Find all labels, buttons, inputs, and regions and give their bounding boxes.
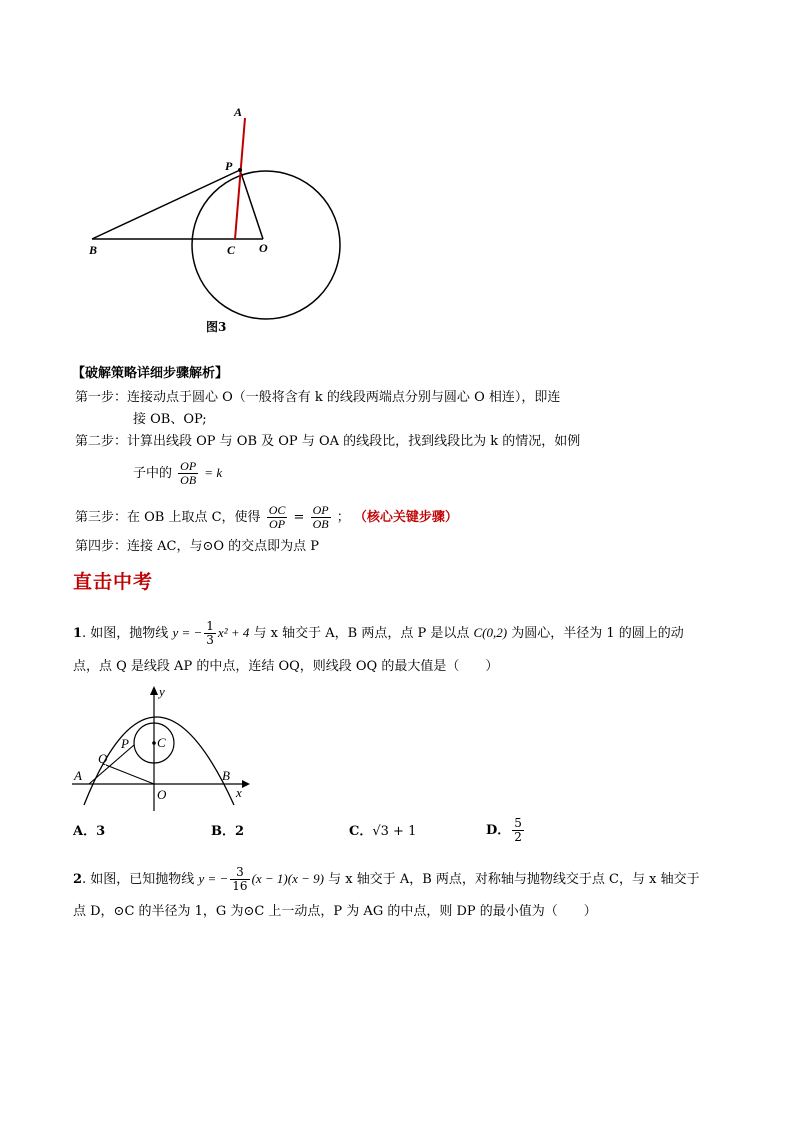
option-d[interactable] bbox=[486, 817, 526, 844]
option-a[interactable] bbox=[73, 823, 105, 841]
q1-fraction: $\frac{1}{3}$ bbox=[206, 619, 214, 647]
option-a-value: 3 bbox=[96, 824, 106, 839]
option-c[interactable] bbox=[349, 823, 416, 841]
option-a-label: A． bbox=[73, 824, 97, 839]
option-d-fraction: $\frac{5}{2}$ bbox=[514, 816, 522, 844]
q1-eq-post: x² + 4 bbox=[217, 625, 250, 640]
figure-3-diagram bbox=[80, 100, 380, 340]
q2-number: 2 bbox=[73, 872, 83, 887]
step2-line1: 第二步：计算出线段 OP 与 OB 及 OP 与 OA 的线段比，找到线段比为 k 的情况，如例 bbox=[75, 434, 581, 449]
option-d-label: D． bbox=[486, 823, 511, 838]
segment-qo bbox=[106, 765, 154, 784]
label-x: x bbox=[236, 785, 242, 800]
step2-text: 子中的 bbox=[133, 466, 173, 481]
fraction-op-ob: $\frac{OP}{OB}$ bbox=[180, 459, 197, 487]
label-p: P bbox=[225, 159, 233, 173]
q2-fraction: $\frac{3}{16}$ bbox=[232, 865, 248, 893]
label-c: C bbox=[227, 243, 236, 257]
q1-line2: 点，点 Q 是线段 AP 的中点，连结 OQ，则线段 OQ 的最大值是（ ） bbox=[73, 659, 499, 674]
step4-line: 第四步：连接 AC，与⊙O 的交点即为点 P bbox=[75, 539, 320, 554]
label-q: Q bbox=[98, 751, 108, 766]
step3-separator: ； bbox=[336, 510, 350, 525]
q1-line1 bbox=[73, 620, 684, 647]
step2-equals-k: = k bbox=[204, 465, 223, 480]
option-b-label: B． bbox=[211, 824, 235, 839]
label-p: P bbox=[121, 736, 129, 751]
label-b: B bbox=[222, 768, 230, 783]
point-p bbox=[238, 168, 242, 172]
label-c: C bbox=[157, 735, 166, 750]
q1-point-c: C(0,2) bbox=[473, 625, 508, 640]
option-b[interactable] bbox=[211, 823, 244, 841]
strategy-heading: 【破解策略详细步骤解析】 bbox=[72, 366, 229, 381]
label-o: O bbox=[259, 241, 268, 255]
label-a: A bbox=[74, 768, 82, 783]
q2-line2: 点 D，⊙C 的半径为 1，G 为⊙C 上一动点，P 为 AG 的中点，则 DP 的最小值为（ ） bbox=[73, 904, 597, 919]
q2-text-a: . 如图，已知抛物线 bbox=[82, 872, 195, 887]
q2-line1 bbox=[73, 866, 700, 893]
q1-number: 1 bbox=[73, 626, 83, 641]
option-c-value: √3 + 1 bbox=[372, 824, 417, 839]
q2-eq-pre: y = − bbox=[198, 871, 229, 886]
figure-caption: 图3 bbox=[206, 320, 227, 334]
step3-key-note: （核心关键步骤） bbox=[353, 510, 458, 525]
q1-graph bbox=[68, 683, 258, 813]
label-y: y bbox=[159, 684, 165, 699]
step3-equals: = bbox=[293, 510, 305, 525]
q1-eq-pre: y = − bbox=[172, 625, 203, 640]
step1-line2: 接 OB、OP; bbox=[133, 412, 207, 427]
y-axis-arrow bbox=[150, 686, 158, 695]
segment-bp bbox=[92, 170, 240, 239]
step3-line bbox=[75, 504, 458, 531]
q1-text-b: 与 x 轴交于 A，B 两点，点 P 是以点 bbox=[253, 626, 470, 641]
segment-po bbox=[240, 170, 263, 239]
label-b: B bbox=[89, 243, 98, 257]
fraction-oc-op: $\frac{OC}{OP}$ bbox=[268, 503, 286, 531]
step2-line2 bbox=[133, 460, 222, 487]
x-axis-arrow bbox=[242, 780, 250, 788]
q1-text-a: . 如图，抛物线 bbox=[82, 626, 169, 641]
option-b-value: 2 bbox=[235, 824, 245, 839]
option-c-label: C． bbox=[349, 824, 373, 839]
q2-text-b: 与 x 轴交于 A，B 两点，对称轴与抛物线交于点 C，与 x 轴交于 bbox=[328, 872, 700, 887]
fraction-op-ob-2: $\frac{OP}{OB}$ bbox=[312, 503, 329, 531]
section-title: 直击中考 bbox=[73, 571, 154, 593]
label-o: O bbox=[157, 787, 167, 802]
step1-line1: 第一步：连接动点于圆心 O（一般将含有 k 的线段两端点分别与圆心 O 相连），即连 bbox=[75, 390, 561, 405]
label-a: A bbox=[234, 105, 243, 119]
point-c bbox=[152, 741, 156, 745]
step3-text: 第三步：在 OB 上取点 C，使得 bbox=[75, 510, 261, 525]
q1-text-c: 为圆心，半径为 1 的圆上的动 bbox=[511, 626, 684, 641]
q2-eq-post: (x − 1)(x − 9) bbox=[251, 871, 324, 886]
